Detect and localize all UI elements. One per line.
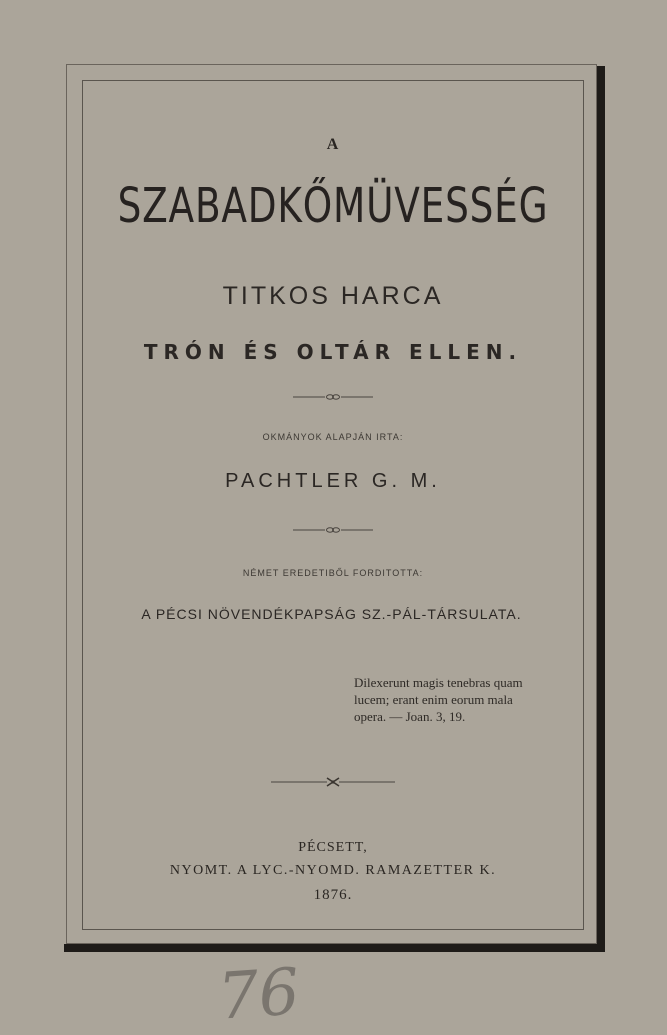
epigraph-line: lucem; erant enim eorum mala	[354, 692, 513, 707]
epigraph-line: Dilexerunt magis tenebras quam	[354, 675, 523, 690]
epigraph-quote	[354, 674, 564, 725]
ornament-rule-1	[82, 391, 584, 403]
imprint-printer: NYOMT. A LYC.-NYOMD. RAMAZETTER K.	[169, 863, 497, 878]
ornament-rule-3	[82, 776, 584, 788]
imprint-year: 1876.	[313, 887, 353, 903]
frame-shadow-right	[597, 66, 605, 952]
subtitle-secondary: TRÓN ÉS OLTÁR ELLEN.	[143, 340, 523, 364]
subtitle: TITKOS HARCA	[222, 282, 444, 310]
handwritten-mark: 76	[215, 955, 302, 1035]
source-note: OKMÁNYOK ALAPJÁN IRTA:	[262, 432, 404, 442]
imprint-city: PÉCSETT,	[298, 840, 368, 855]
author-name: PACHTLER G. M.	[225, 470, 441, 492]
frame-shadow-bottom	[64, 944, 605, 952]
ornament-rule-2	[82, 524, 584, 536]
main-title: SZABADKŐMÜVESSÉG	[117, 178, 549, 234]
epigraph-line: opera. — Joan. 3, 19.	[354, 709, 466, 724]
translator-society: A PÉCSI NÖVENDÉKPAPSÁG SZ.-PÁL-TÁRSULATA.	[141, 606, 522, 622]
translation-note: NÉMET EREDETIBŐL FORDITOTTA:	[242, 568, 424, 578]
title-article: A	[326, 136, 340, 153]
